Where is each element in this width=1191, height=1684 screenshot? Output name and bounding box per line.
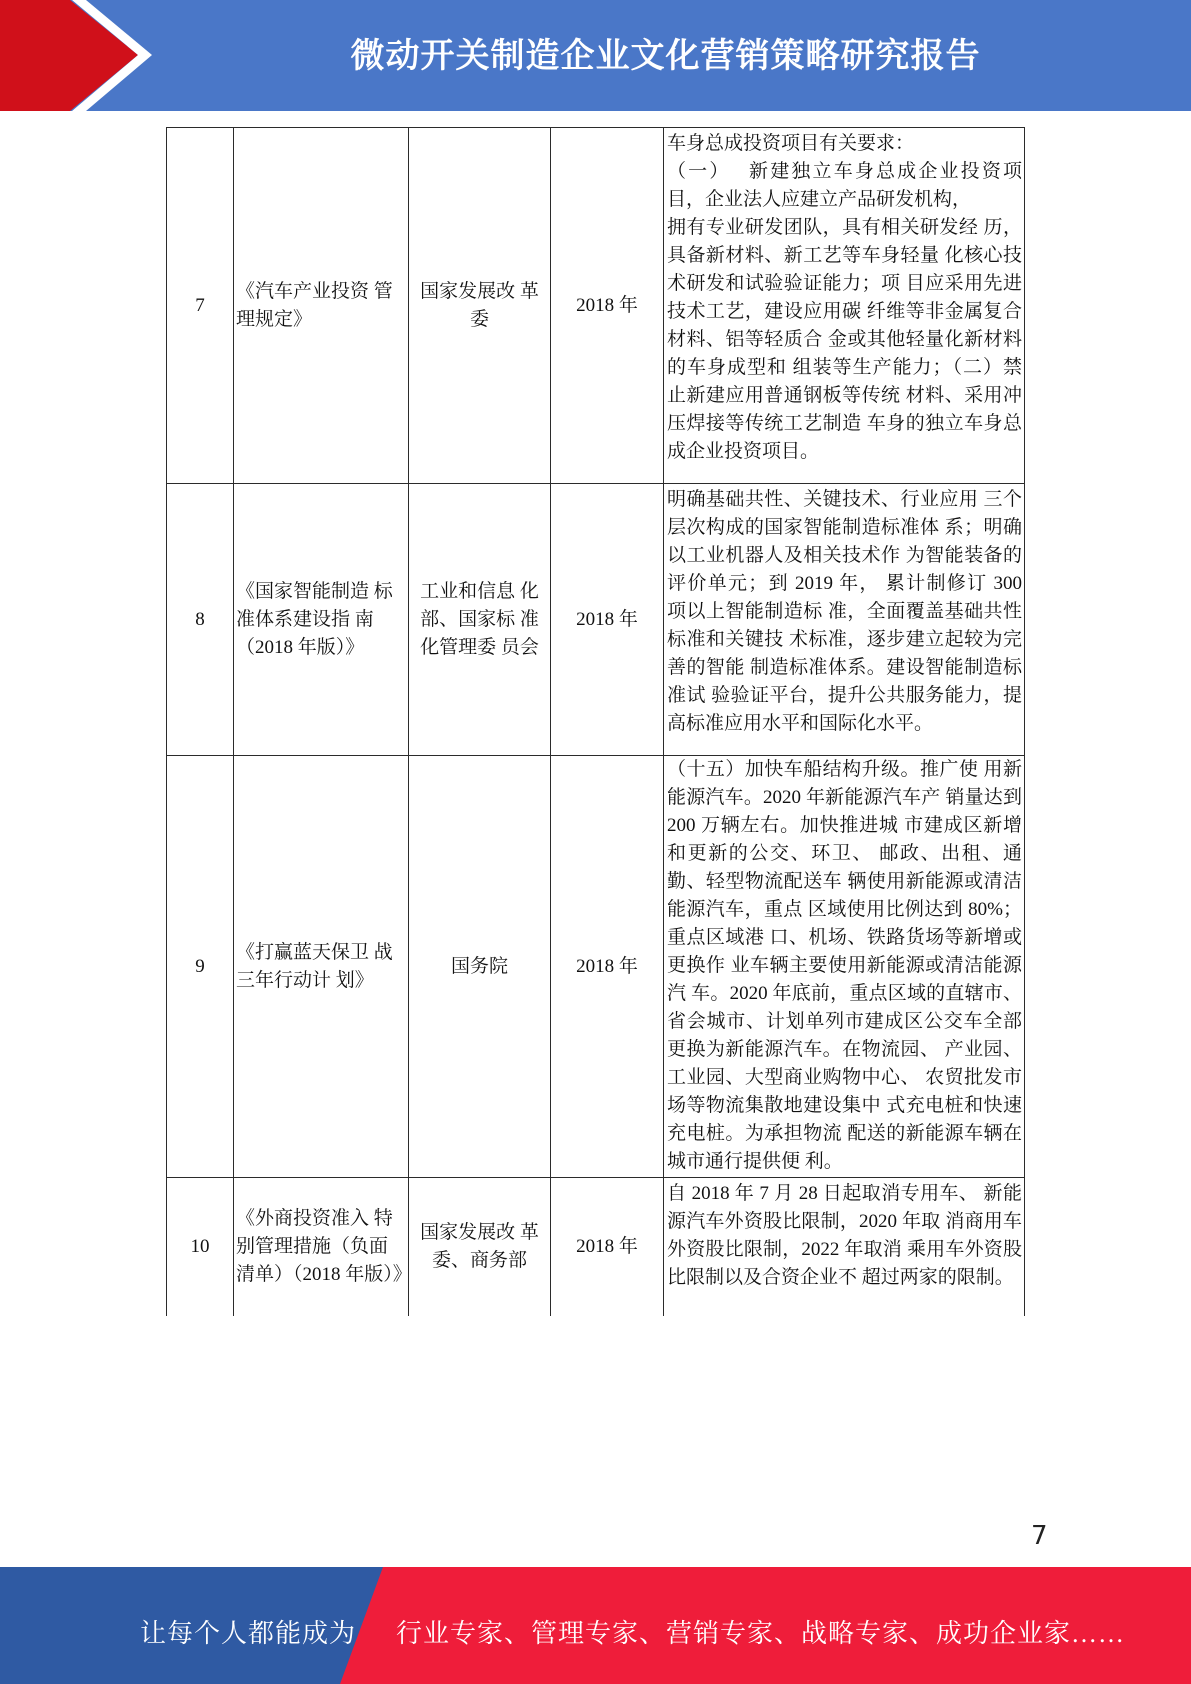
table-row [167, 128, 1025, 484]
table-row [167, 756, 1025, 1178]
row-number: 8 [167, 484, 234, 756]
row-number: 9 [167, 756, 234, 1178]
policy-content [664, 756, 1025, 1178]
issue-year: 2018 年 [551, 484, 664, 756]
policy-name: 《外商投资准入 特别管理措施（负面清单）（2018 年版）》 [234, 1178, 409, 1316]
table-row [167, 1178, 1025, 1316]
report-title: 微动开关制造企业文化营销策略研究报告 [350, 36, 981, 76]
page-footer [0, 1567, 1191, 1684]
policy-name: 《国家智能制造 标准体系建设指 南（2018 年版）》 [234, 484, 409, 756]
issuing-department: 国家发展改 革委、商务部 [409, 1178, 551, 1316]
page-number: 7 [1031, 1521, 1048, 1551]
table-row [167, 484, 1025, 756]
policy-content: 明确基础共性、关键技术、行业应用 三个层次构成的国家智能制造标准体 系；明确以工业机器人及相关技术作 为智能装备的评价单元；到 2019 年， 累计制修订 300 项以上智能制造标 准，全面覆盖基础共性标准和关键技 术标准，逐步建立起较为完善的智能 制造标准体系。建设智能制造标准试 验验证平台，提升公共服务能力，提 高标准应用水平和国际化水平。 [664, 484, 1025, 756]
row-number: 10 [167, 1178, 234, 1316]
footer-slogan-left: 让每个人都能成为 [140, 1619, 357, 1648]
issue-year: 2018 年 [551, 128, 664, 484]
policy-content-clipped: （十五）加快车船结构升级。推广使 用新能源汽车。2020 年新能源汽车产 销量达到 200 万辆左右。加快推进城 市建成区新增和更新的公交、环卫、 邮政、出租、通勤、轻型物流配送车 辆使用新能源或清洁能源汽车，重点 区域使用比例达到 80%；重点区域港 口、机场、铁路货场等新增或更换作 业车辆主要使用新能源或清洁能源汽 车。2020 年底前，重点区域的直辖市、 省会城市、计划单列市建成区公交车全部更换为新能源汽车。在物流园、 产业园、工业园、大型商业购物中心、 农贸批发市场等物流集散地建设集中 式充电桩和快速充电桩。为承担物流 配送的新能源车辆在城市通行提供便 利。 [667, 759, 1022, 1172]
issue-year: 2018 年 [551, 756, 664, 1178]
policy-name: 《打赢蓝天保卫 战三年行动计 划》 [234, 756, 409, 1178]
page-header [0, 0, 1191, 111]
policy-content: 自 2018 年 7 月 28 日起取消专用车、 新能源汽车外资股比限制，2020 年取 消商用车外资股比限制，2022 年取消 乘用车外资股比限制以及合资企业不 超过两家的限制。 [664, 1178, 1025, 1316]
issuing-department: 国家发展改 革委 [409, 128, 551, 484]
issue-year: 2018 年 [551, 1178, 664, 1316]
row-number: 7 [167, 128, 234, 484]
policy-name: 《汽车产业投资 管理规定》 [234, 128, 409, 484]
issuing-department: 工业和信息 化部、国家标 准化管理委 员会 [409, 484, 551, 756]
policy-table [166, 127, 1025, 1316]
footer-slogan-right: 行业专家、管理专家、营销专家、战略专家、成功企业家…… [396, 1619, 1126, 1648]
policy-content: 车身总成投资项目有关要求： （一） 新建独立车身总成企业投资项目，企业法人应建立产品研发机构， 拥有专业研发团队，具有相关研发经 历，具备新材料、新工艺等车身轻量 化核心技术研发和试验验证能力；项 目应采用先进技术工艺，建设应用碳 纤维等非金属复合材料、铝等轻质合 金或其他轻量化新材料的车身成型和 组装等生产能力；（二）禁止新建应用普通钢板等传统 材料、采用冲压焊接等传统工艺制造 车身的独立车身总成企业投资项目。 [664, 128, 1025, 484]
issuing-department: 国务院 [409, 756, 551, 1178]
header-arrow-decoration [0, 0, 160, 111]
